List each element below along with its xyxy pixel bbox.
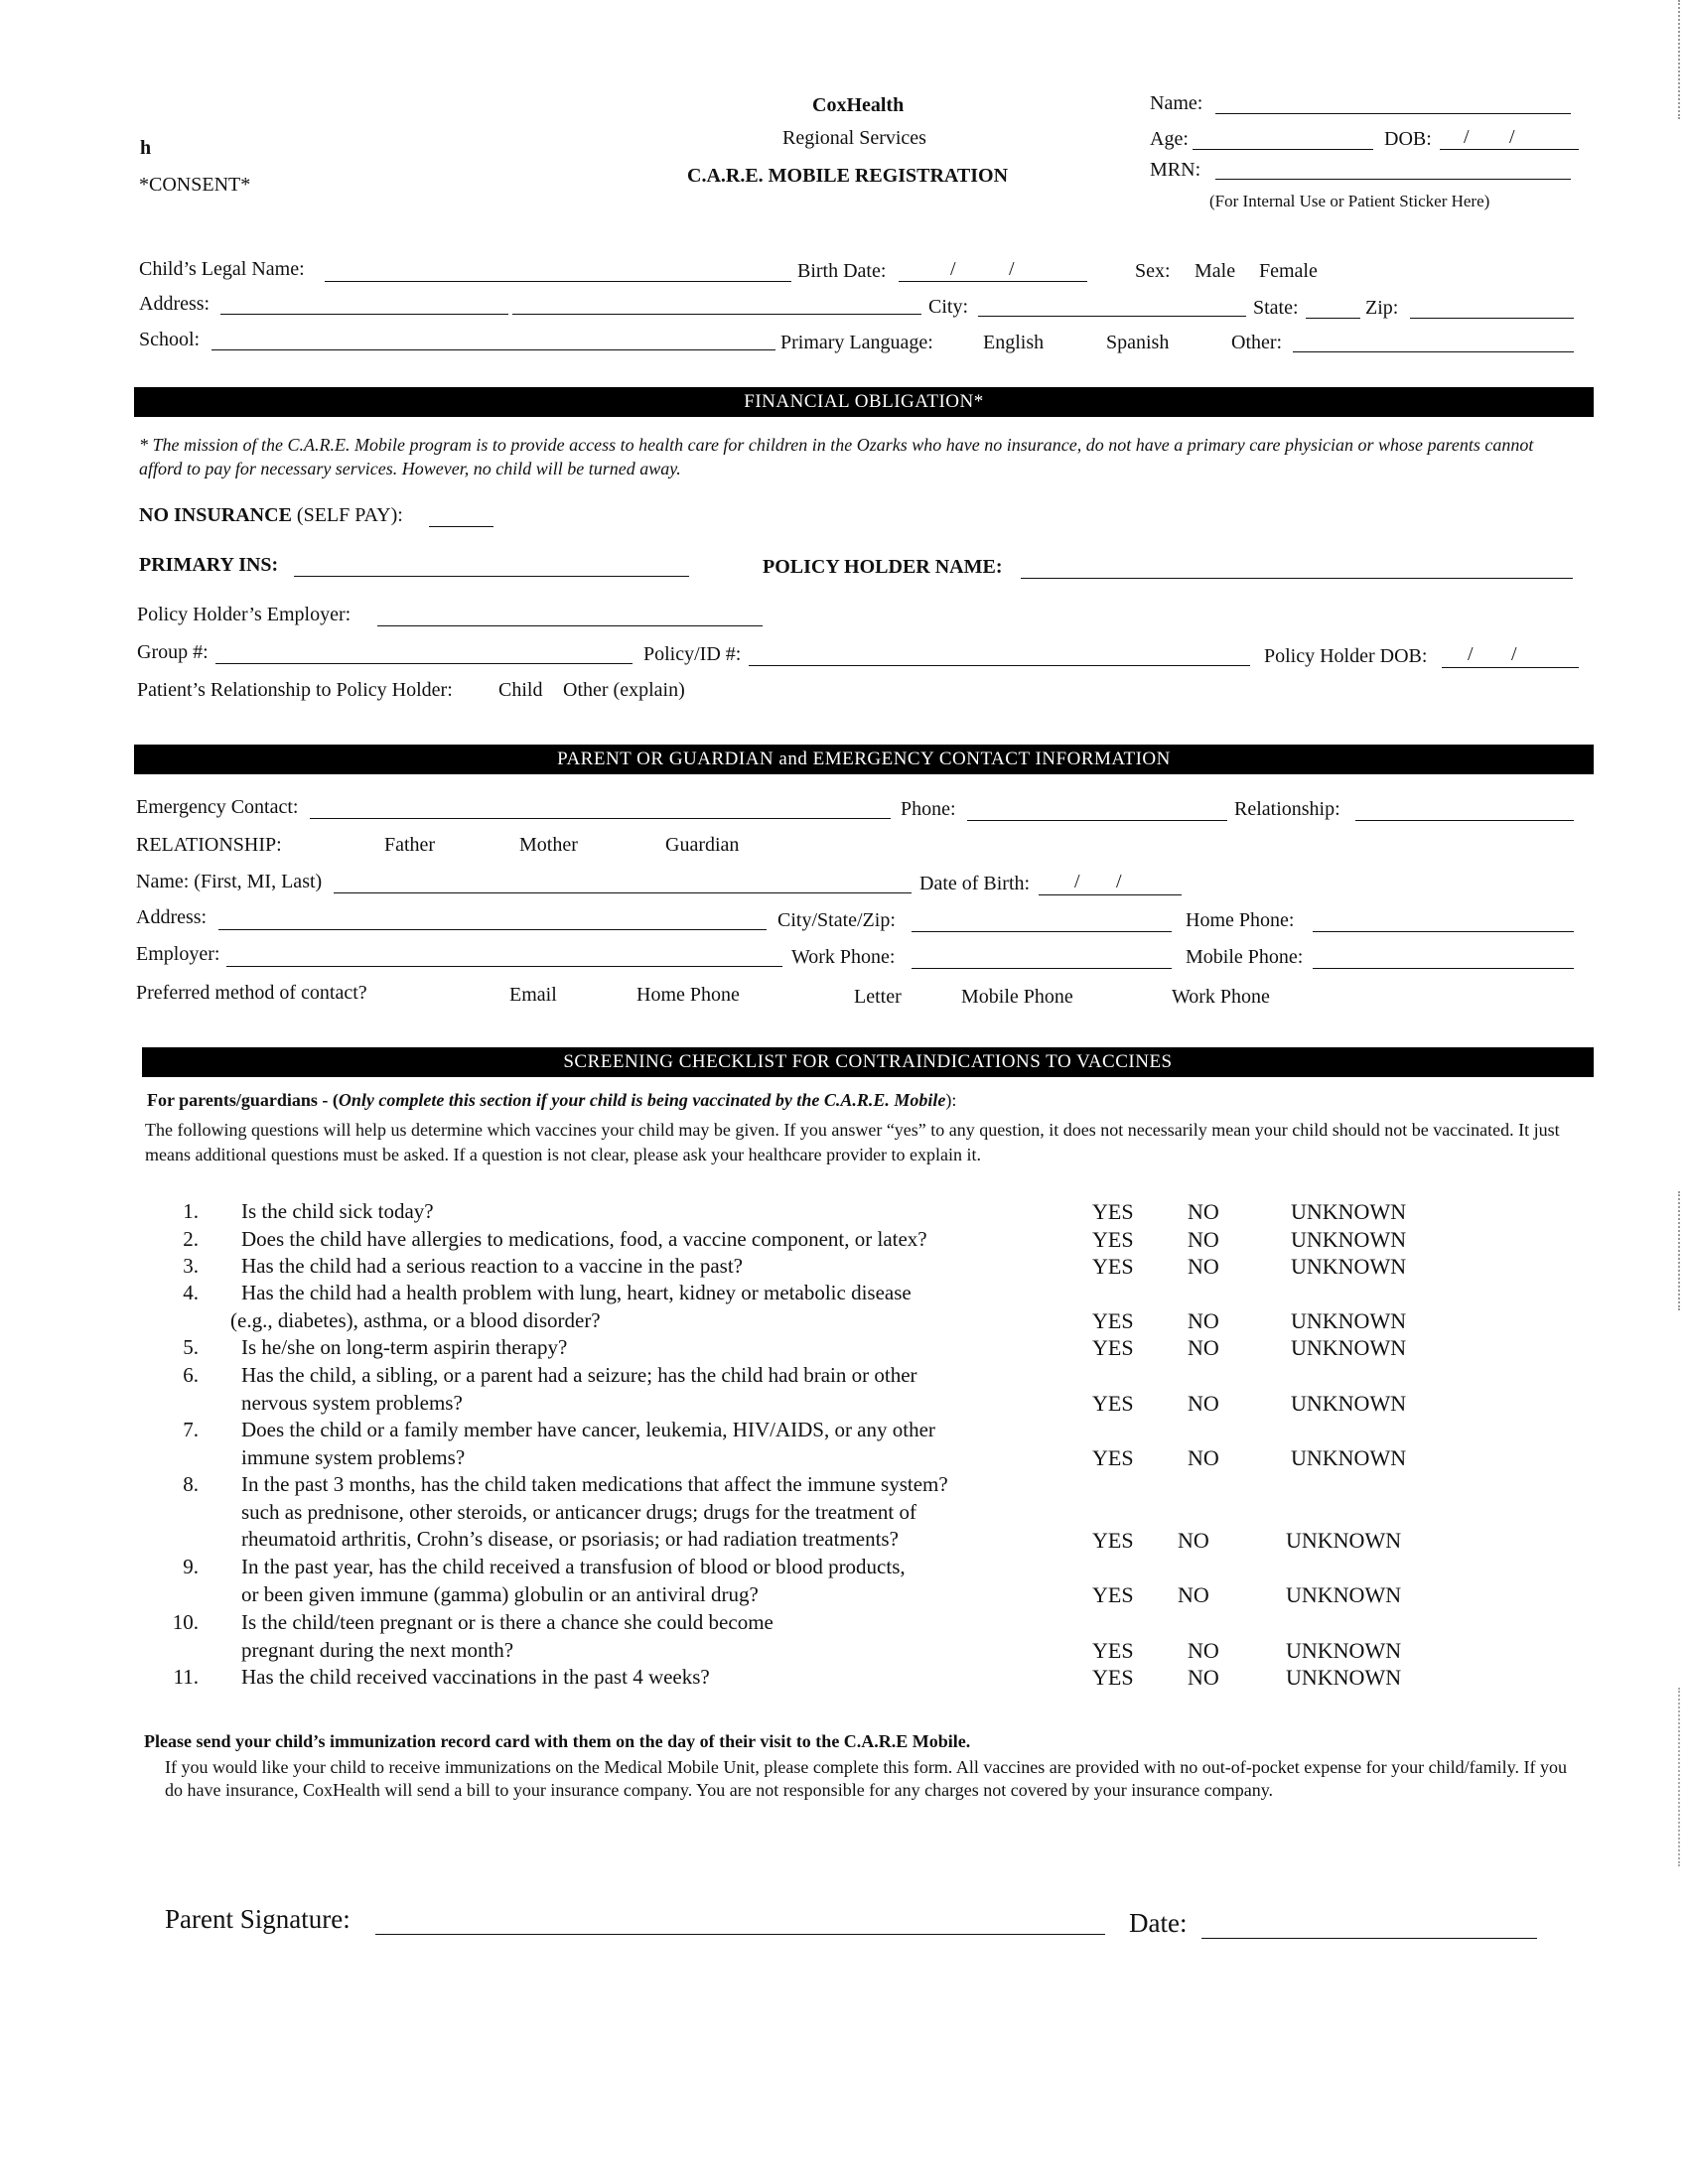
answer-no[interactable]: NO <box>1188 1665 1219 1690</box>
immunization-note: Please send your child’s immunization record card with them on the day of their visit to the C.A.R.E Mobile. <box>144 1731 971 1751</box>
answer-unknown[interactable]: UNKNOWN <box>1286 1582 1402 1607</box>
question-text: or been given immune (gamma) globulin or an antiviral drug? <box>241 1581 759 1606</box>
group-field[interactable] <box>215 663 633 664</box>
language-other-label: Other: <box>1231 332 1283 353</box>
relationship-option-father[interactable]: Father <box>384 834 436 856</box>
question-number: 3. <box>183 1254 199 1278</box>
relationship-option-mother[interactable]: Mother <box>519 834 578 856</box>
emergency-relationship-label: Relationship: <box>1234 798 1340 820</box>
policy-id-label: Policy/ID #: <box>643 643 742 665</box>
child-name-field[interactable] <box>325 281 791 282</box>
guardian-name-label: Name: (First, MI, Last) <box>136 871 323 892</box>
question-text: Does the child or a family member have cancer, leukemia, HIV/AIDS, or any other <box>241 1418 935 1441</box>
child-address-field-2[interactable] <box>512 314 921 315</box>
question-number: 9. <box>183 1555 199 1578</box>
question-number: 7. <box>183 1418 199 1441</box>
language-label: Primary Language: <box>780 332 933 353</box>
preferred-contact-label: Preferred method of contact? <box>136 982 367 1004</box>
no-insurance-bold: NO INSURANCE <box>139 504 292 526</box>
contact-option-email[interactable]: Email <box>509 984 557 1006</box>
sticker-name-label: Name: <box>1150 92 1203 114</box>
holder-employer-field[interactable] <box>377 625 763 626</box>
sex-option-female[interactable]: Female <box>1259 260 1318 282</box>
answer-unknown[interactable]: UNKNOWN <box>1291 1445 1407 1470</box>
holder-dob-field[interactable] <box>1442 667 1579 668</box>
question-number: 10. <box>172 1610 199 1634</box>
home-phone-label: Home Phone: <box>1186 909 1295 931</box>
answer-no[interactable]: NO <box>1188 1391 1219 1416</box>
question-text: pregnant during the next month? <box>241 1637 514 1662</box>
answer-no[interactable]: NO <box>1188 1335 1219 1360</box>
screening-intro-italic: Only complete this section if your child is being vaccinated by the C.A.R.E. Mobile <box>338 1090 946 1110</box>
policy-holder-label: POLICY HOLDER NAME: <box>763 556 1003 578</box>
policy-id-field[interactable] <box>749 665 1250 666</box>
screening-intro-text: The following questions will help us determine which vaccines your child may be given. If you answer “yes” to any question, it does not necessarily mean your child should not be vaccinated. It just means additional questions must be asked. If a question is not clear, please ask your healthcare provider to explain it. <box>145 1120 1560 1164</box>
school-field[interactable] <box>211 349 775 350</box>
question-text: immune system problems? <box>241 1444 466 1469</box>
answer-unknown[interactable]: UNKNOWN <box>1291 1391 1407 1416</box>
question-text: Is the child sick today? <box>241 1199 434 1223</box>
sticker-name-field[interactable] <box>1215 113 1571 114</box>
state-label: State: <box>1253 297 1299 319</box>
language-option-english[interactable]: English <box>983 332 1045 353</box>
scan-edge-mark <box>1678 0 1682 119</box>
child-name-label: Child’s Legal Name: <box>139 258 305 280</box>
question-number: 2. <box>183 1227 199 1251</box>
screening-intro-bold: For parents/guardians - ( <box>147 1090 339 1110</box>
screening-intro-end: ): <box>945 1090 957 1110</box>
birth-date-label: Birth Date: <box>797 260 887 282</box>
consent-label: *CONSENT* <box>139 174 251 196</box>
section-bar-guardian: PARENT OR GUARDIAN and EMERGENCY CONTACT INFORMATION <box>134 745 1594 774</box>
policy-holder-field[interactable] <box>1021 578 1573 579</box>
child-address-label: Address: <box>139 293 211 315</box>
primary-ins-field[interactable] <box>294 576 689 577</box>
date-slash: / <box>1116 871 1122 892</box>
date-slash: / <box>950 258 956 280</box>
relationship-option-guardian[interactable]: Guardian <box>665 834 740 856</box>
group-label: Group #: <box>137 641 209 663</box>
relationship-caps-label: RELATIONSHIP: <box>136 834 282 856</box>
signature-field[interactable] <box>375 1934 1105 1935</box>
answer-yes[interactable]: YES <box>1092 1582 1134 1607</box>
answer-unknown[interactable]: UNKNOWN <box>1286 1665 1402 1690</box>
date-slash: / <box>1464 126 1470 148</box>
answer-no[interactable]: NO <box>1178 1582 1209 1607</box>
mobile-phone-label: Mobile Phone: <box>1186 946 1304 968</box>
sticker-dob-field[interactable] <box>1440 149 1579 150</box>
screening-intro-line <box>147 1090 956 1111</box>
answer-unknown[interactable]: UNKNOWN <box>1291 1308 1407 1333</box>
primary-ins-label: PRIMARY INS: <box>139 554 279 576</box>
question-text: Is the child/teen pregnant or is there a chance she could become <box>241 1610 774 1634</box>
question-text: Has the child had a health problem with lung, heart, kidney or metabolic disease <box>241 1281 912 1304</box>
scan-edge-mark <box>1678 1191 1682 1310</box>
answer-yes[interactable]: YES <box>1092 1391 1134 1416</box>
guardian-employer-label: Employer: <box>136 943 220 965</box>
holder-employer-label: Policy Holder’s Employer: <box>137 604 352 625</box>
date-slash: / <box>1509 126 1515 148</box>
org-subtitle: Regional Services <box>782 127 926 149</box>
question-text: (e.g., diabetes), asthma, or a blood disorder? <box>230 1307 601 1332</box>
answer-unknown[interactable]: UNKNOWN <box>1291 1335 1407 1360</box>
answer-unknown[interactable]: UNKNOWN <box>1291 1227 1407 1252</box>
zip-field[interactable] <box>1410 318 1574 319</box>
holder-relationship-child[interactable]: Child <box>498 679 543 701</box>
sticker-mrn-label: MRN: <box>1150 159 1201 181</box>
holder-dob-label: Policy Holder DOB: <box>1264 645 1428 667</box>
footer-text: If you would like your child to receive immunizations on the Medical Mobile Unit, please complete this form. All vaccines are provided with no out-of-pocket expense for your child/family. If you do have insurance, CoxHealth will send a bill to your insurance company. You are not responsible for any charges not covered by your insurance company. <box>165 1757 1567 1800</box>
answer-yes[interactable]: YES <box>1092 1199 1134 1224</box>
work-phone-field[interactable] <box>912 968 1172 969</box>
section-bar-screening: SCREENING CHECKLIST FOR CONTRAINDICATIONS TO VACCINES <box>142 1047 1594 1077</box>
question-text: rheumatoid arthritis, Crohn’s disease, or psoriasis; or had radiation treatments? <box>241 1527 899 1551</box>
emergency-phone-field[interactable] <box>967 820 1227 821</box>
answer-yes[interactable]: YES <box>1092 1638 1134 1663</box>
date-slash: / <box>1511 643 1517 665</box>
holder-relationship-other[interactable]: Other (explain) <box>563 679 685 701</box>
question-number: 6. <box>183 1363 199 1387</box>
answer-no[interactable]: NO <box>1188 1199 1219 1224</box>
emergency-contact-label: Emergency Contact: <box>136 796 299 818</box>
org-name: CoxHealth <box>812 94 905 116</box>
answer-no[interactable]: NO <box>1188 1227 1219 1252</box>
question-number: 1. <box>183 1199 199 1223</box>
mission-statement: * The mission of the C.A.R.E. Mobile program is to provide access to health care for children in the Ozarks who have no insurance, do not have a primary care physician or whose parents cannot afford to pay for necessary services. However, no child will be turned away. <box>139 435 1534 478</box>
answer-no[interactable]: NO <box>1188 1308 1219 1333</box>
sticker-age-label: Age: <box>1150 128 1189 150</box>
answer-unknown[interactable]: UNKNOWN <box>1291 1254 1407 1279</box>
answer-yes[interactable]: YES <box>1092 1254 1134 1279</box>
sex-label: Sex: <box>1135 260 1171 282</box>
answer-yes[interactable]: YES <box>1092 1665 1134 1690</box>
answer-no[interactable]: NO <box>1178 1528 1209 1553</box>
home-phone-field[interactable] <box>1313 931 1574 932</box>
emergency-relationship-field[interactable] <box>1355 820 1574 821</box>
emergency-phone-label: Phone: <box>901 798 956 820</box>
guardian-dob-field[interactable] <box>1039 894 1182 895</box>
contact-option-home-phone[interactable]: Home Phone <box>636 984 740 1006</box>
contact-option-letter[interactable]: Letter <box>854 986 902 1008</box>
answer-no[interactable]: NO <box>1188 1445 1219 1470</box>
answer-yes[interactable]: YES <box>1092 1528 1134 1553</box>
mobile-phone-field[interactable] <box>1313 968 1574 969</box>
answer-yes[interactable]: YES <box>1092 1445 1134 1470</box>
contact-option-mobile-phone[interactable]: Mobile Phone <box>961 986 1073 1008</box>
answer-yes[interactable]: YES <box>1092 1227 1134 1252</box>
guardian-address-field[interactable] <box>218 929 767 930</box>
contact-option-work-phone[interactable]: Work Phone <box>1172 986 1270 1008</box>
zip-label: Zip: <box>1365 297 1399 319</box>
city-field[interactable] <box>978 316 1246 317</box>
date-slash: / <box>1009 258 1015 280</box>
answer-yes[interactable]: YES <box>1092 1308 1134 1333</box>
answer-no[interactable]: NO <box>1188 1254 1219 1279</box>
question-number: 5. <box>183 1335 199 1359</box>
guardian-name-field[interactable] <box>334 892 912 893</box>
language-option-spanish[interactable]: Spanish <box>1106 332 1170 353</box>
sex-option-male[interactable]: Male <box>1195 260 1236 282</box>
scan-edge-mark <box>1678 1688 1682 1866</box>
question-number: 8. <box>183 1472 199 1496</box>
answer-unknown[interactable]: UNKNOWN <box>1286 1528 1402 1553</box>
signature-label: Parent Signature: <box>165 1904 351 1934</box>
sticker-mrn-field[interactable] <box>1215 179 1571 180</box>
question-text: such as prednisone, other steroids, or anticancer drugs; drugs for the treatment of <box>241 1499 916 1524</box>
question-text: Is he/she on long-term aspirin therapy? <box>241 1335 568 1359</box>
question-text: In the past 3 months, has the child taken medications that affect the immune system? <box>241 1472 948 1496</box>
state-field[interactable] <box>1306 318 1360 319</box>
answer-unknown[interactable]: UNKNOWN <box>1286 1638 1402 1663</box>
signature-date-label: Date: <box>1129 1908 1188 1938</box>
question-text: Has the child had a serious reaction to a vaccine in the past? <box>241 1254 743 1278</box>
date-slash: / <box>1074 871 1080 892</box>
city-state-zip-field[interactable] <box>912 931 1172 932</box>
guardian-dob-label: Date of Birth: <box>919 873 1031 894</box>
no-insurance-label <box>139 504 403 527</box>
emergency-contact-field[interactable] <box>310 818 891 819</box>
sticker-age-field[interactable] <box>1193 149 1373 150</box>
question-text: Does the child have allergies to medications, food, a vaccine component, or latex? <box>241 1227 927 1251</box>
section-bar-financial: FINANCIAL OBLIGATION* <box>134 387 1594 417</box>
question-number: 4. <box>183 1281 199 1304</box>
guardian-address-label: Address: <box>136 906 208 928</box>
date-slash: / <box>1468 643 1474 665</box>
city-label: City: <box>928 296 969 318</box>
signature-date-field[interactable] <box>1201 1938 1537 1939</box>
guardian-employer-field[interactable] <box>226 966 782 967</box>
birth-date-field[interactable] <box>899 281 1087 282</box>
question-text: Has the child received vaccinations in the past 4 weeks? <box>241 1665 710 1689</box>
relationship-to-holder-label: Patient’s Relationship to Policy Holder: <box>137 679 453 701</box>
question-number: 11. <box>173 1665 199 1689</box>
city-state-zip-label: City/State/Zip: <box>777 909 896 931</box>
language-other-field[interactable] <box>1293 351 1574 352</box>
school-label: School: <box>139 329 201 350</box>
corner-mark: h <box>140 137 152 159</box>
question-text: In the past year, has the child received a transfusion of blood or blood products, <box>241 1555 906 1578</box>
answer-yes[interactable]: YES <box>1092 1335 1134 1360</box>
child-address-field[interactable] <box>220 314 508 315</box>
question-text: Has the child, a sibling, or a parent had a seizure; has the child had brain or other <box>241 1363 917 1387</box>
answer-no[interactable]: NO <box>1188 1638 1219 1663</box>
sticker-note: (For Internal Use or Patient Sticker Here) <box>1209 192 1490 210</box>
question-text: nervous system problems? <box>241 1390 463 1415</box>
work-phone-label: Work Phone: <box>791 946 896 968</box>
sticker-dob-label: DOB: <box>1384 128 1432 150</box>
form-title: C.A.R.E. MOBILE REGISTRATION <box>687 165 1009 187</box>
no-insurance-rest: (SELF PAY): <box>296 504 403 526</box>
no-insurance-field[interactable] <box>429 526 493 527</box>
answer-unknown[interactable]: UNKNOWN <box>1291 1199 1407 1224</box>
